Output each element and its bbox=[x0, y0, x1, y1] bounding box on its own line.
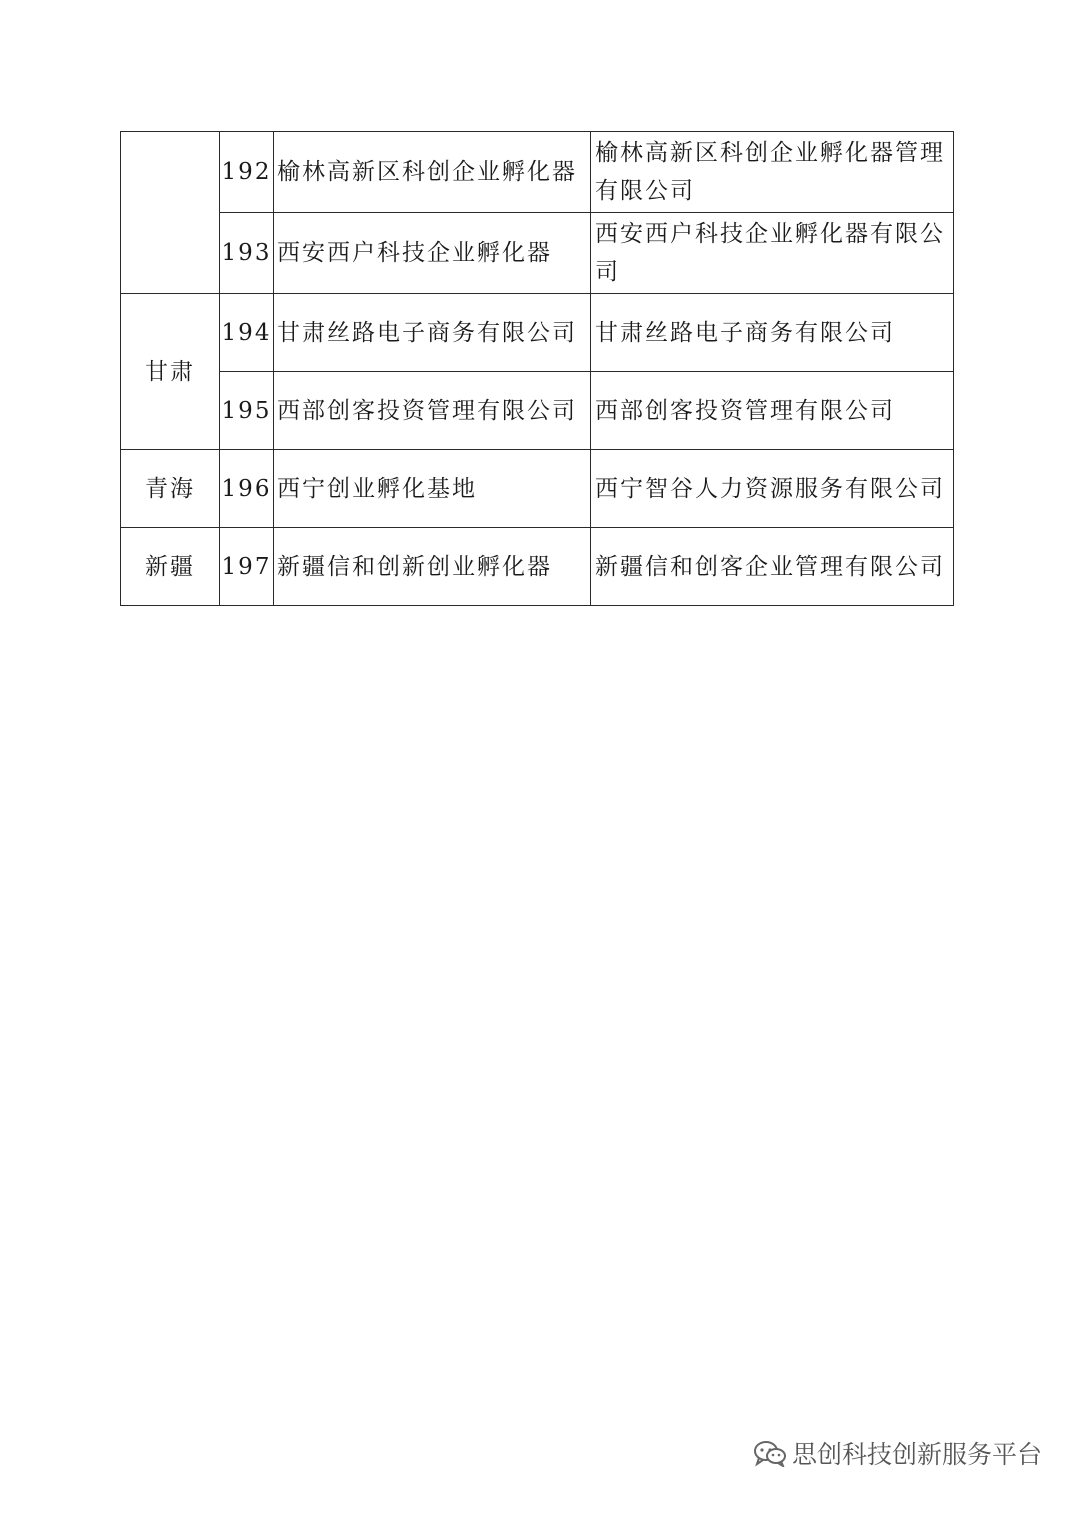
operating-org-cell: 西部创客投资管理有限公司 bbox=[591, 372, 954, 450]
incubator-name-cell: 新疆信和创新创业孵化器 bbox=[274, 528, 591, 606]
table-row bbox=[121, 294, 954, 372]
table-row bbox=[121, 213, 954, 294]
operating-org-cell: 榆林高新区科创企业孵化器管理有限公司 bbox=[591, 132, 954, 213]
incubator-table bbox=[120, 131, 954, 606]
incubator-name-cell: 甘肃丝路电子商务有限公司 bbox=[274, 294, 591, 372]
watermark-text: 思创科技创新服务平台 bbox=[791, 1440, 1042, 1469]
table-row bbox=[121, 450, 954, 528]
incubator-name-cell: 西宁创业孵化基地 bbox=[274, 450, 591, 528]
number-cell: 195 bbox=[220, 372, 274, 450]
incubator-name-cell: 西部创客投资管理有限公司 bbox=[274, 372, 591, 450]
operating-org-cell: 新疆信和创客企业管理有限公司 bbox=[591, 528, 954, 606]
wechat-watermark bbox=[752, 1435, 1042, 1471]
operating-org-cell: 甘肃丝路电子商务有限公司 bbox=[591, 294, 954, 372]
province-cell bbox=[121, 132, 220, 294]
table-row bbox=[121, 528, 954, 606]
number-cell: 197 bbox=[220, 528, 274, 606]
incubator-name-cell: 西安西户科技企业孵化器 bbox=[274, 213, 591, 294]
wechat-icon bbox=[752, 1439, 788, 1467]
province-cell: 青海 bbox=[121, 450, 220, 528]
province-cell: 甘肃 bbox=[121, 294, 220, 450]
incubator-name-cell: 榆林高新区科创企业孵化器 bbox=[274, 132, 591, 213]
number-cell: 194 bbox=[220, 294, 274, 372]
table-row bbox=[121, 372, 954, 450]
operating-org-cell: 西安西户科技企业孵化器有限公司 bbox=[591, 213, 954, 294]
number-cell: 193 bbox=[220, 213, 274, 294]
number-cell: 192 bbox=[220, 132, 274, 213]
operating-org-cell: 西宁智谷人力资源服务有限公司 bbox=[591, 450, 954, 528]
province-cell: 新疆 bbox=[121, 528, 220, 606]
table-row bbox=[121, 132, 954, 213]
number-cell: 196 bbox=[220, 450, 274, 528]
